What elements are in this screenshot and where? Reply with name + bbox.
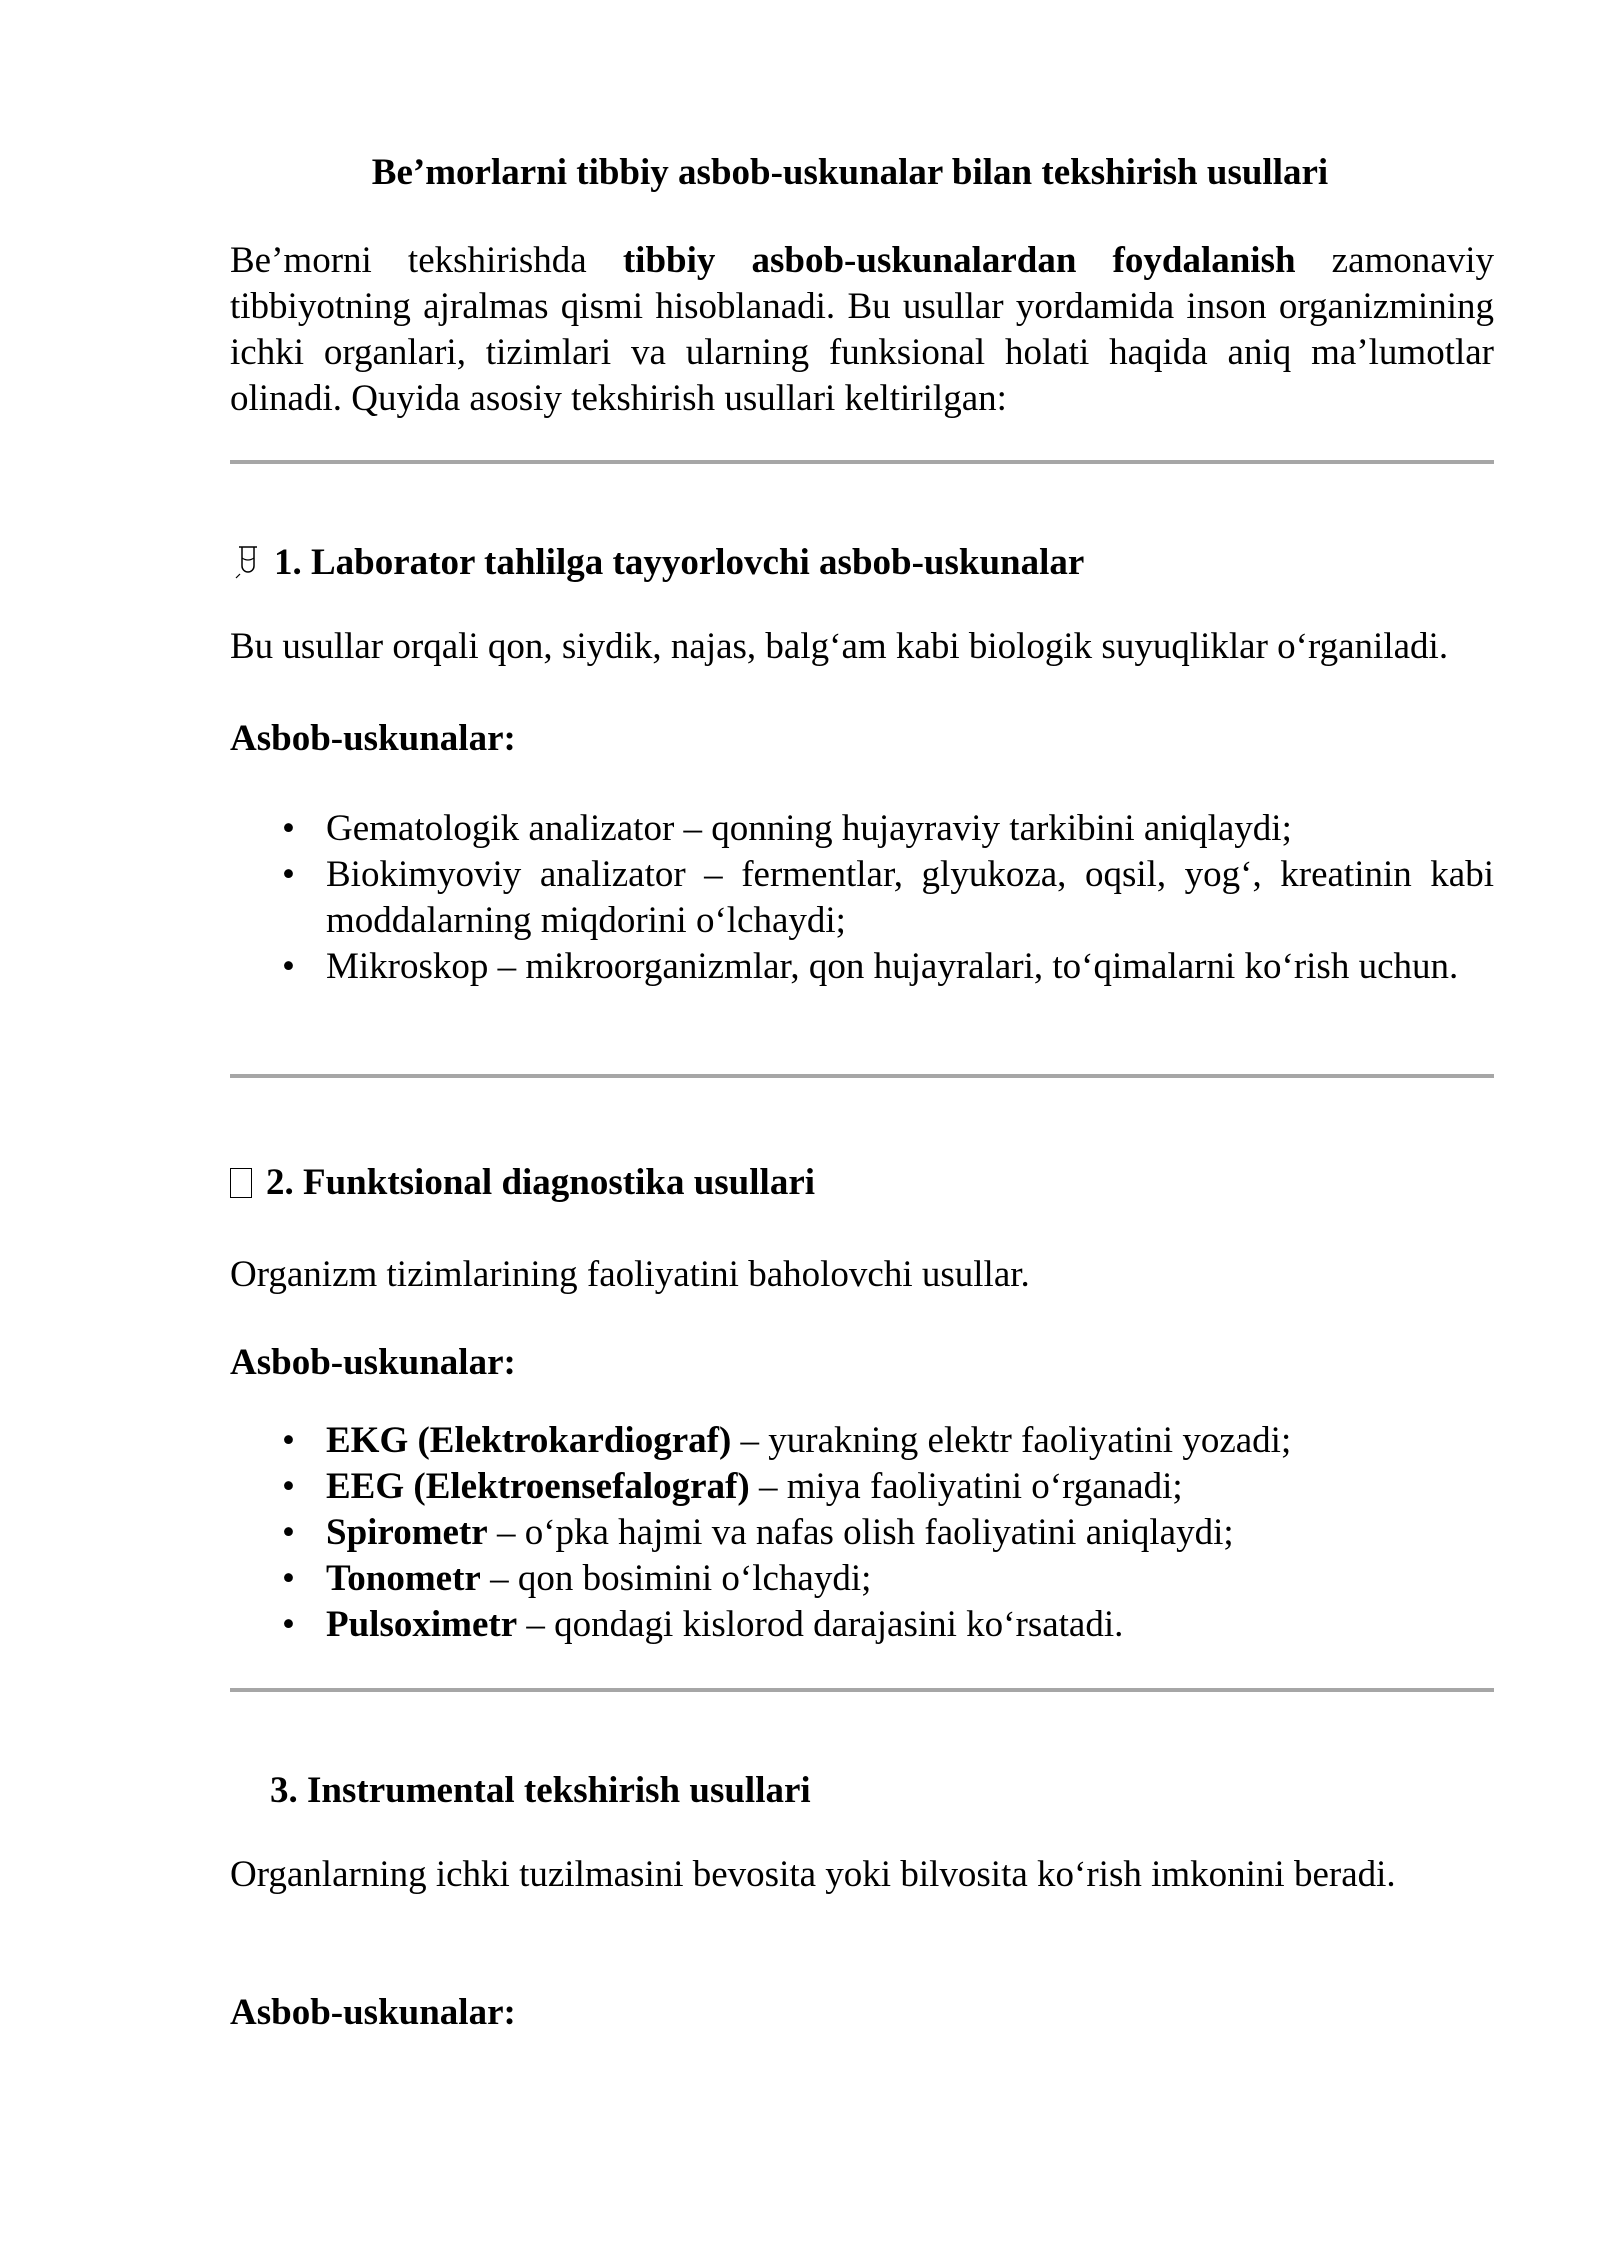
list-item-text: – yurakning elektr faoliyatini yozadi;: [731, 1420, 1292, 1461]
list-item: [276, 852, 1494, 944]
list-item: [276, 1464, 1494, 1510]
intro-paragraph: [230, 238, 1494, 422]
list-item: [276, 944, 1494, 990]
section-divider: [230, 460, 1494, 464]
section-1-heading: [230, 540, 1084, 586]
intro-text-after: zamonaviy tibbiyotning ajralmas qismi hisoblanadi. Bu usullar yordamida inson organizmining ichki organlari, tizimlari va ularning funksional holati haqida aniq ma’lumotlar olinadi. Quyida asosiy tekshirish usullari keltirilgan:: [230, 240, 1495, 419]
list-item-text: – miya faoliyatini o‘rganadi;: [749, 1466, 1183, 1507]
bullet: •: [282, 1420, 295, 1461]
list-item: [276, 1556, 1494, 1602]
list-item: [276, 806, 1494, 852]
section-1-list: [276, 806, 1494, 990]
list-item-term: EEG (Elektroensefalograf): [326, 1466, 750, 1507]
list-item-text: – o‘pka hajmi va nafas olish faoliyatini aniqlaydi;: [487, 1512, 1234, 1553]
bullet: •: [282, 1466, 295, 1507]
list-item: [276, 1418, 1494, 1464]
list-item-term: Tonometr: [326, 1558, 481, 1599]
section-3-description: Organlarning ichki tuzilmasini bevosita yoki bilvosita ko‘rish imkonini beradi.: [230, 1854, 1396, 1895]
section-2-heading: [230, 1160, 815, 1206]
section-2-heading-text: 2. Funktsional diagnostika usullari: [266, 1162, 816, 1203]
list-item-text: Biokimyoviy analizator – fermentlar, glyukoza, oqsil, yog‘, kreatinin kabi moddalarning miqdorini o‘lchaydi;: [326, 854, 1494, 941]
bullet: •: [282, 946, 295, 987]
intro-text-before: Be’morni tekshirishda: [230, 240, 623, 281]
section-divider: [230, 1688, 1494, 1692]
bullet: •: [282, 1558, 295, 1599]
list-item-term: Spirometr: [326, 1512, 488, 1553]
section-2-description: Organizm tizimlarining faoliyatini baholovchi usullar.: [230, 1254, 1030, 1295]
list-item-text: – qon bosimini o‘lchaydi;: [480, 1558, 872, 1599]
section-2-subheading: Asbob-uskunalar:: [230, 1342, 516, 1383]
bullet: •: [282, 1512, 295, 1553]
document-title: Be’morlarni tibbiy asbob-uskunalar bilan tekshirish usullari: [371, 152, 1329, 193]
section-divider: [230, 1074, 1494, 1078]
list-item-term: EKG (Elektrokardiograf): [326, 1420, 732, 1461]
missing-glyph-icon: [230, 1168, 252, 1198]
list-item: [276, 1602, 1494, 1648]
bullet: •: [282, 1604, 295, 1645]
section-3-subheading: Asbob-uskunalar:: [230, 1992, 516, 2033]
bullet: •: [282, 854, 295, 895]
bullet: •: [282, 808, 295, 849]
list-item-text: Gematologik analizator – qonning hujayraviy tarkibini aniqlaydi;: [326, 808, 1292, 849]
list-item-text: – qondagi kislorod darajasini ko‘rsatadi.: [517, 1604, 1124, 1645]
test-tube-icon: [230, 540, 264, 586]
intro-text-bold: tibbiy asbob-uskunalardan foydalanish: [622, 240, 1296, 281]
section-1-description: Bu usullar orqali qon, siydik, najas, balg‘am kabi biologik suyuqliklar o‘rganiladi.: [230, 626, 1449, 667]
section-3-heading: 3. Instrumental tekshirish usullari: [270, 1770, 811, 1811]
section-1-heading-text: 1. Laborator tahlilga tayyorlovchi asbob-uskunalar: [274, 542, 1085, 583]
list-item-term: Pulsoximetr: [326, 1604, 518, 1645]
list-item-text: Mikroskop – mikroorganizmlar, qon hujayralari, to‘qimalarni ko‘rish uchun.: [326, 946, 1459, 987]
section-2-list: [276, 1418, 1494, 1648]
section-1-subheading: Asbob-uskunalar:: [230, 718, 516, 759]
list-item: [276, 1510, 1494, 1556]
